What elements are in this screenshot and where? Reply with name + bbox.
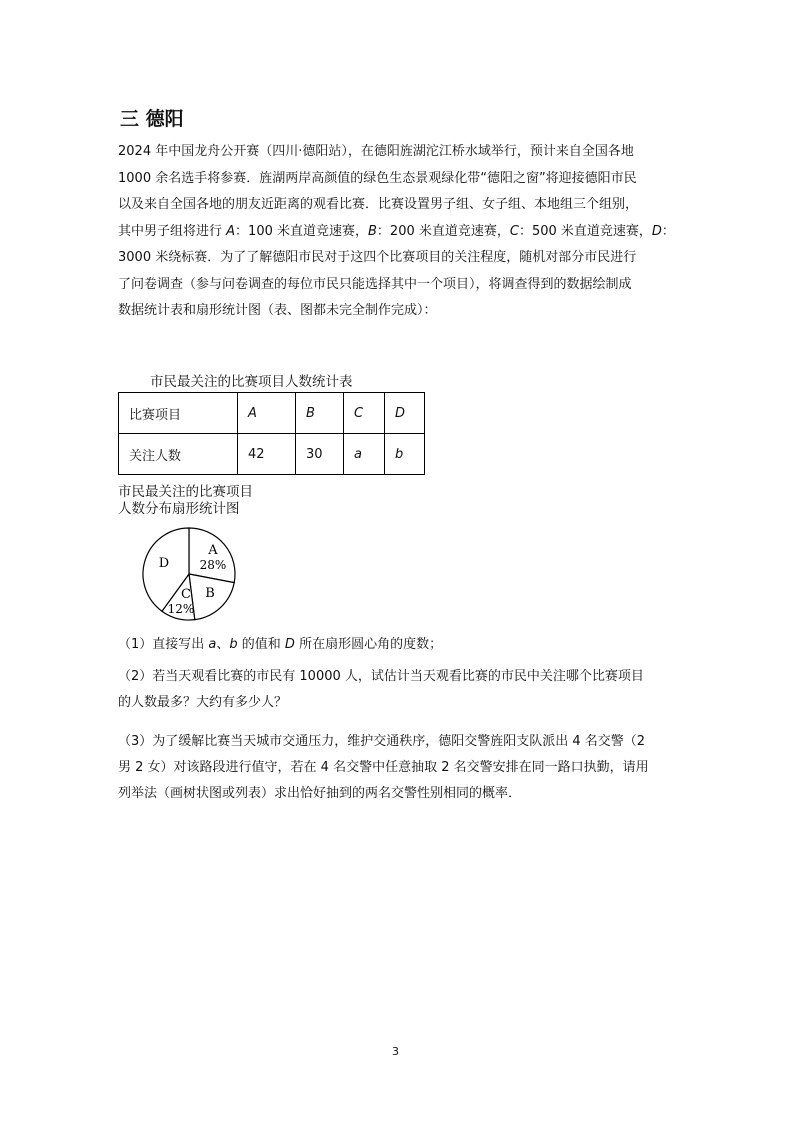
intro-line: 1000 余名选手将参赛．旌湖两岸高颜值的绿色生态景观绿化带“德阳之窗”将迎接德阳市民 xyxy=(118,170,637,186)
table-cell: 比赛项目 xyxy=(119,393,238,434)
table-cell: a xyxy=(344,434,385,475)
question-line: 男 2 女）对该路段进行值守，若在 4 名交警中任意抽取 2 名交警安排在同一路口执勤，请用 xyxy=(118,760,649,775)
question-line: 的人数最多？大约有多少人？ xyxy=(118,695,288,710)
table-row xyxy=(119,393,425,434)
pie-label-A: A xyxy=(208,543,218,558)
intro-line: 了问卷调查（参与问卷调查的每位市民只能选择其中一个项目），将调查得到的数据绘制成 xyxy=(118,276,632,292)
pie-chart-caption xyxy=(118,484,253,518)
intro-line: 以及来自全国各地的朋友近距离的观看比赛．比赛设置男子组、女子组、本地组三个组别， xyxy=(118,197,639,212)
section-heading: 三 德阳 xyxy=(120,108,184,130)
question-line: （3）为了缓解比赛当天城市交通压力，维护交通秩序，德阳交警旌阳支队派出 4 名交警（2 xyxy=(118,734,646,749)
stats-table xyxy=(118,392,425,475)
question-line: 列举法（画树状图或列表）求出恰好抽到的两名交警性别相同的概率． xyxy=(118,786,522,801)
pie-title-line: 人数分布扇形统计图 xyxy=(118,501,240,517)
table-cell: 关注人数 xyxy=(119,434,238,475)
page-number: 3 xyxy=(392,1045,399,1058)
pie-label-C: C xyxy=(181,587,191,602)
intro-line: 其中男子组将进行 A：100 米直道竞速赛，B：200 米直道竞速赛，C：500 米直道竞速赛，D： xyxy=(118,223,675,239)
question-line: （2）若当天观看比赛的市民有 10000 人，试估计当天观看比赛的市民中关注哪个比赛项目 xyxy=(118,669,644,684)
table-cell: B xyxy=(296,393,344,434)
table-cell: 42 xyxy=(238,434,296,475)
pie-percent-A: 28% xyxy=(199,558,227,572)
pie-percent-C: 12% xyxy=(167,602,195,616)
table-cell: 30 xyxy=(296,434,344,475)
intro-line: 数据统计表和扇形统计图（表、图都未完全制作完成）： xyxy=(118,303,437,318)
pie-label-B: B xyxy=(205,586,215,601)
table-cell: b xyxy=(385,434,425,475)
question-3 xyxy=(118,729,684,807)
table-row xyxy=(119,434,425,475)
pie-title-line: 市民最关注的比赛项目 xyxy=(118,484,253,500)
table-cell: A xyxy=(238,393,296,434)
pie-chart xyxy=(137,526,245,622)
question-2 xyxy=(118,664,684,716)
intro-line: 3000 米绕标赛．为了了解德阳市民对于这四个比赛项目的关注程度，随机对部分市民进行 xyxy=(118,250,637,265)
table-caption: 市民最关注的比赛项目人数统计表 xyxy=(150,374,353,390)
intro-paragraph xyxy=(118,139,684,325)
table-cell: C xyxy=(344,393,385,434)
table-cell: D xyxy=(385,393,425,434)
intro-line: 2024 年中国龙舟公开赛（四川·德阳站），在德阳旌湖沱江桥水域举行，预计来自全国各地 xyxy=(118,144,634,159)
question-1: （1）直接写出 a、b 的值和 D 所在扇形圆心角的度数； xyxy=(118,637,443,652)
pie-label-D: D xyxy=(158,556,170,571)
